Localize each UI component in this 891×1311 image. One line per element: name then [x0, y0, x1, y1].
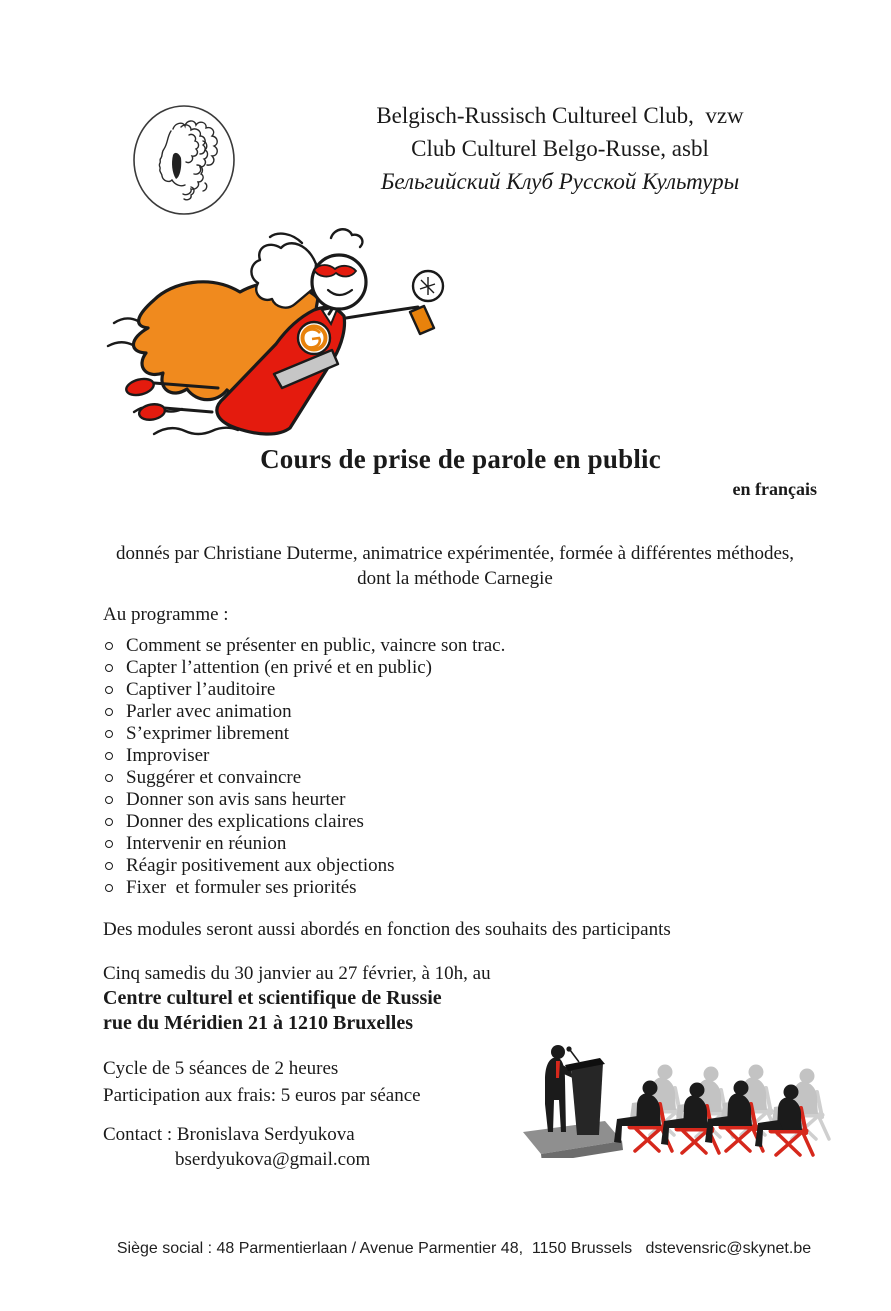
venue-name: Centre culturel et scientifique de Russie — [103, 987, 442, 1009]
list-item — [103, 877, 723, 899]
club-name-nl: Belgisch-Russisch Cultureel Club, vzw — [376, 103, 744, 128]
list-item — [103, 657, 723, 679]
hero-illustration — [106, 226, 471, 444]
program-heading: Au programme : — [103, 604, 229, 625]
cycle-line: Cycle de 5 séances de 2 heures — [103, 1058, 339, 1079]
contact-name: Contact : Bronislava Serdyukova — [103, 1124, 355, 1145]
club-name-ru: Бельгийский Клуб Русской Культуры — [380, 169, 740, 194]
list-item-text: Intervenir en réunion — [126, 833, 287, 854]
superwoman-microphone-icon — [106, 226, 471, 444]
contact-email: bserdyukova@gmail.com — [175, 1149, 371, 1170]
club-name-fr: Club Culturel Belgo-Russe, asbl — [411, 136, 709, 161]
list-item-text: Réagir positivement aux objections — [126, 855, 395, 876]
speaker-audience-icon — [515, 1032, 833, 1158]
list-item — [103, 811, 723, 833]
circle-bullet-icon — [105, 730, 113, 738]
list-item — [103, 679, 723, 701]
list-item-text: Improviser — [126, 745, 210, 766]
intro-paragraph — [20, 541, 890, 591]
venue-address: rue du Méridien 21 à 1210 Bruxelles — [103, 1012, 413, 1034]
list-item-text: Donner des explications claires — [126, 811, 364, 832]
footer-address: Siège social : 48 Parmentierlaan / Avenue Parmentier 48, 1150 Brussels dstevensric@skynet.be — [116, 1240, 812, 1257]
pushkin-profile-icon — [131, 103, 237, 217]
list-item — [103, 833, 723, 855]
audience-illustration — [515, 1032, 833, 1158]
list-item — [103, 745, 723, 767]
list-item-text: Donner son avis sans heurter — [126, 789, 346, 810]
program-list — [103, 635, 723, 899]
list-item-text: Capter l’attention (en privé et en public) — [126, 657, 432, 678]
fee-line: Participation aux frais: 5 euros par séance — [103, 1085, 421, 1106]
circle-bullet-icon — [105, 686, 113, 694]
list-item — [103, 635, 723, 657]
contact-section — [103, 1122, 523, 1172]
list-item-text: Comment se présenter en public, vaincre son trac. — [126, 635, 506, 656]
list-item — [103, 723, 723, 745]
dates-line: Cinq samedis du 30 janvier au 27 février, à 10h, au — [103, 963, 491, 984]
club-logo — [131, 103, 237, 217]
circle-bullet-icon — [105, 884, 113, 892]
language-note: en français — [732, 479, 817, 499]
circle-bullet-icon — [105, 818, 113, 826]
list-item-text: Fixer et formuler ses priorités — [126, 877, 357, 898]
list-item — [103, 789, 723, 811]
list-item-text: Captiver l’auditoire — [126, 679, 276, 700]
list-item-text: S’exprimer librement — [126, 723, 290, 744]
details-section — [103, 1055, 583, 1109]
circle-bullet-icon — [105, 774, 113, 782]
podium — [565, 1046, 605, 1135]
list-item — [103, 767, 723, 789]
circle-bullet-icon — [105, 752, 113, 760]
circle-bullet-icon — [105, 708, 113, 716]
intro-line-2: dont la méthode Carnegie — [357, 568, 553, 589]
program-section — [103, 603, 723, 899]
circle-bullet-icon — [105, 840, 113, 848]
list-item — [103, 701, 723, 723]
schedule-section — [103, 962, 723, 1036]
circle-bullet-icon — [105, 796, 113, 804]
list-item-text: Parler avec animation — [126, 701, 292, 722]
page-title: Cours de prise de parole en public — [260, 444, 661, 474]
circle-bullet-icon — [105, 642, 113, 650]
list-item-text: Suggérer et convaincre — [126, 767, 302, 788]
circle-bullet-icon — [105, 664, 113, 672]
list-item — [103, 855, 723, 877]
modules-note: Des modules seront aussi abordés en fonction des souhaits des participants — [103, 919, 671, 940]
club-header — [298, 99, 822, 198]
circle-bullet-icon — [105, 862, 113, 870]
intro-line-1: donnés par Christiane Duterme, animatrice expérimentée, formée à différentes méthodes, — [115, 543, 795, 564]
